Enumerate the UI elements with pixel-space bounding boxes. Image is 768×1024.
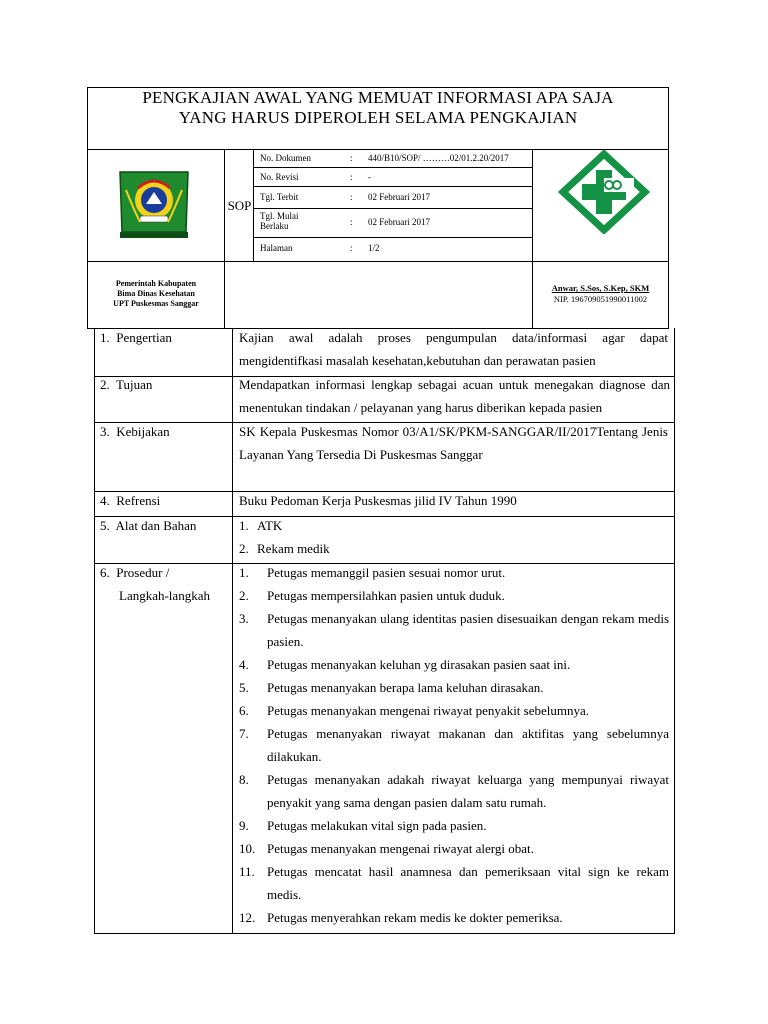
section-text-tujuan: Mendapatkan informasi lengkap sebagai acuan untuk menegakan diagnose dan menentukan tindakan / pelayanan yang harus diberikan kepada pasien xyxy=(239,377,670,415)
step-number: 6. xyxy=(239,703,249,718)
section-label-line-1: Prosedur / xyxy=(116,565,170,580)
meta-value-revision: - xyxy=(368,172,371,182)
step-text: Petugas melakukan vital sign pada pasien. xyxy=(267,818,487,833)
step-text: Petugas menanyakan mengenai riwayat penyakit sebelumnya. xyxy=(267,703,590,718)
section-label: Kebijakan xyxy=(116,424,170,439)
section-row-alat-dan-bahan xyxy=(100,514,230,537)
sop-label: SOP xyxy=(227,198,252,213)
step-number: 5. xyxy=(239,680,249,695)
organization-name xyxy=(88,279,224,309)
step-text: Petugas memanggil pasien sesuai nomor urut. xyxy=(267,565,506,580)
section-label: Refrensi xyxy=(116,493,161,508)
meta-label-page: Halaman xyxy=(260,243,293,253)
meta-label-revision: No. Revisi xyxy=(260,172,299,182)
step-number: 1. xyxy=(239,565,249,580)
document-title xyxy=(88,88,668,128)
meta-sep: : xyxy=(350,217,353,227)
step-text: Petugas menanyakan riwayat makanan dan aktifitas yang sebelumnya dilakukan. xyxy=(267,726,669,764)
step-number: 4. xyxy=(239,657,249,672)
step-text: Petugas menanyakan adakah riwayat keluarga yang mempunyai riwayat penyakit yang sama dengan pasien dalam satu rumah. xyxy=(267,772,669,810)
regional-emblem-logo xyxy=(116,170,192,240)
meta-sep: : xyxy=(350,192,353,202)
step-text: Petugas mempersilahkan pasien untuk duduk. xyxy=(267,588,505,603)
section-number: 3. xyxy=(100,424,110,439)
section-text-pengertian: Kajian awal adalah proses pengumpulan data/informasi agar dapat mengidentifkasi masalah kesehatan,kebutuhan dan perawatan pasien xyxy=(239,330,668,368)
org-line-1: Pemerintah Kabupaten xyxy=(115,279,197,288)
section-number: 5. xyxy=(100,518,110,533)
list-item-number: 1. xyxy=(239,518,249,533)
step-text: Petugas menanyakan mengenai riwayat alergi obat. xyxy=(267,841,534,856)
step-text: Petugas menanyakan berapa lama keluhan dirasakan. xyxy=(267,680,544,695)
step-number: 10. xyxy=(239,841,256,856)
section-number: 2. xyxy=(100,377,110,392)
step-number: 3. xyxy=(239,611,249,626)
org-line-3: UPT Puskesmas Sanggar xyxy=(113,299,199,308)
puskesmas-logo xyxy=(557,150,651,234)
section-row-refrensi xyxy=(100,489,230,512)
section-text-refrensi: Buku Pedoman Kerja Puskesmas jilid IV Tahun 1990 xyxy=(239,493,517,508)
title-line-2: YANG HARUS DIPEROLEH SELAMA PENGKAJIAN xyxy=(178,108,578,127)
meta-label-document-number: No. Dokumen xyxy=(260,153,311,163)
meta-value-page: 1/2 xyxy=(368,243,380,253)
section-row-prosedur xyxy=(100,561,230,607)
step-text: Petugas menanyakan ulang identitas pasien disesuaikan dengan rekam medis pasien. xyxy=(267,611,669,649)
signer-block xyxy=(533,283,668,305)
meta-sep: : xyxy=(350,243,353,253)
section-text-kebijakan: SK Kepala Puskesmas Nomor 03/A1/SK/PKM-SANGGAR/II/2017Tentang Jenis Layanan Yang Tersedia Di Puskesmas Sanggar xyxy=(239,424,668,462)
signer-nip: NIP. 196709051990011002 xyxy=(553,294,648,304)
section-row-tujuan xyxy=(100,373,230,396)
signer-name: Anwar, S.Sos, S.Kep, SKM xyxy=(551,283,650,293)
meta-sep: : xyxy=(350,172,353,182)
step-number: 7. xyxy=(239,726,249,741)
meta-value-issue-date: 02 Februari 2017 xyxy=(368,192,430,202)
section-number: 4. xyxy=(100,493,110,508)
step-number: 2. xyxy=(239,588,249,603)
section-number: 1. xyxy=(100,330,110,345)
step-number: 9. xyxy=(239,818,249,833)
list-item-text: Rekam medik xyxy=(257,541,330,556)
meta-sep: : xyxy=(350,153,353,163)
section-number: 6. xyxy=(100,565,110,580)
section-label: Pengertian xyxy=(116,330,172,345)
section-label: Alat dan Bahan xyxy=(115,518,197,533)
step-number: 8. xyxy=(239,772,249,787)
step-number: 11. xyxy=(239,864,255,879)
meta-label-issue-date: Tgl. Terbit xyxy=(260,192,299,202)
step-text: Petugas menyerahkan rekam medis ke dokter pemeriksa. xyxy=(267,910,563,925)
section-label: Tujuan xyxy=(116,377,153,392)
list-item-number: 2. xyxy=(239,541,249,556)
list-item-text: ATK xyxy=(257,518,283,533)
meta-value-document-number: 440/B10/SOP/ ………02/01.2.20/2017 xyxy=(368,153,509,163)
section-row-kebijakan xyxy=(100,420,230,443)
meta-label-effective-date: Tgl. Mulai Berlaku xyxy=(260,211,299,231)
step-number: 12. xyxy=(239,910,256,925)
section-row-pengertian xyxy=(100,326,230,349)
meta-value-effective-date: 02 Februari 2017 xyxy=(368,217,430,227)
org-line-2: Bima Dinas Kesehatan xyxy=(117,289,195,298)
step-text: Petugas menanyakan keluhan yg dirasakan pasien saat ini. xyxy=(267,657,571,672)
step-text: Petugas mencatat hasil anamnesa dan pemeriksaan vital sign ke rekam medis. xyxy=(267,864,669,902)
title-line-1: PENGKAJIAN AWAL YANG MEMUAT INFORMASI APA SAJA xyxy=(142,88,614,107)
section-label-line-2: Langkah-langkah xyxy=(119,588,210,603)
